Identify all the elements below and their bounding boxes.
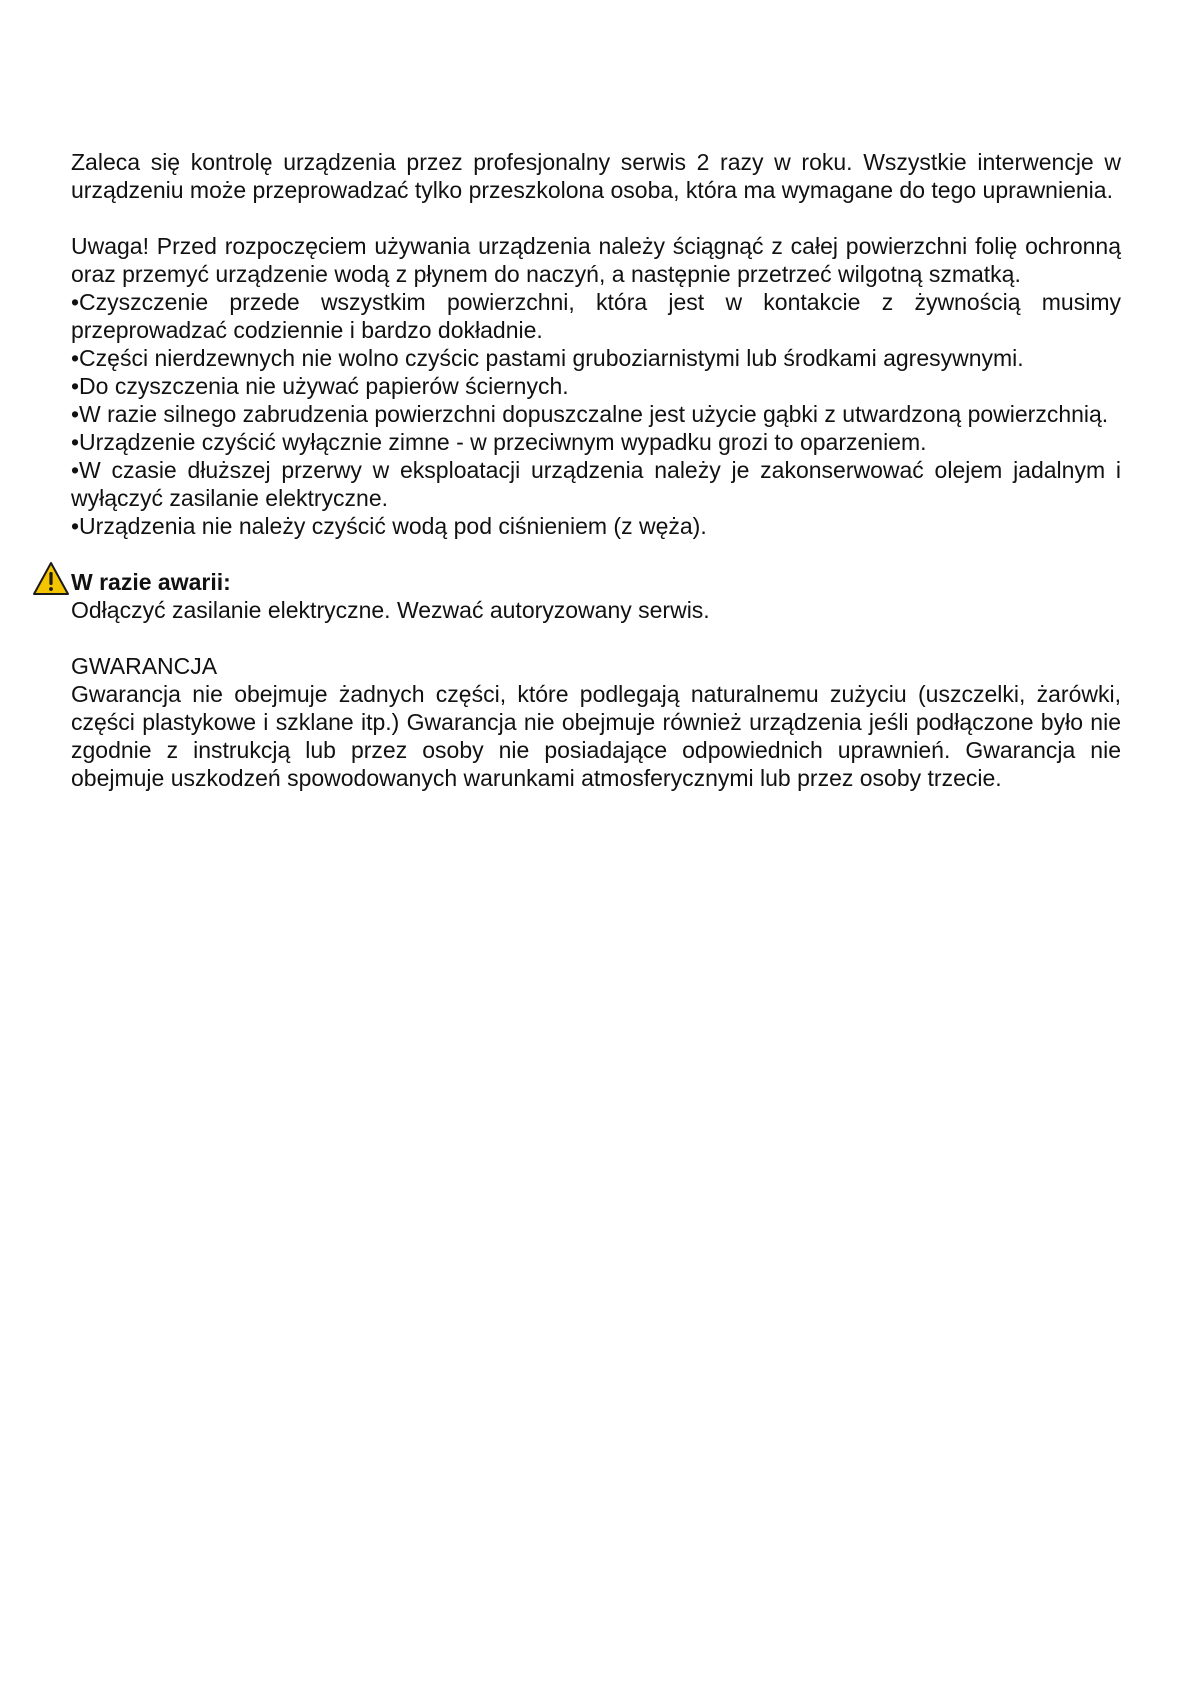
list-item: •Urządzenia nie należy czyścić wodą pod ciśnieniem (z węża).	[71, 513, 707, 539]
list-item: •W czasie dłuższej przerwy w eksploatacji urządzenia należy je zakonserwować olejem jadalnym i wyłączyć zasilanie elektryczne.	[71, 457, 1121, 511]
list-item: •Części nierdzewnych nie wolno czyścic pastami gruboziarnistymi lub środkami agresywnymi.	[71, 345, 1024, 371]
failure-section	[71, 568, 1121, 624]
notice-paragraph: Uwaga! Przed rozpoczęciem używania urządzenia należy ściągnąć z całej powierzchni folię ochronną oraz przemyć urządzenie wodą z płynem do naczyń, a następnie przetrzeć wilgotną szmatką.	[71, 233, 1121, 287]
intro-paragraph: Zaleca się kontrolę urządzenia przez profesjonalny serwis 2 razy w roku. Wszystkie interwencje w urządzeniu może przeprowadzać tylko przeszkolona osoba, która ma wymagane do tego uprawnienia.	[71, 149, 1121, 203]
warranty-text: Gwarancja nie obejmuje żadnych części, które podlegają naturalnemu zużyciu (uszczelki, żarówki, części plastykowe i szklane itp.) Gwarancja nie obejmuje również urządzenia jeśli podłączone było nie zgodnie z instrukcją lub przez osoby nie posiadające odpowiednich uprawnień. Gwarancja nie obejmuje uszkodzeń spowodowanych warunkami atmosferycznymi lub przez osoby trzecie.	[71, 681, 1121, 791]
warning-triangle-icon	[32, 561, 70, 597]
document-page	[71, 148, 1121, 792]
cleaning-list	[71, 288, 1121, 540]
list-item: •Urządzenie czyścić wyłącznie zimne - w przeciwnym wypadku grozi to oparzeniem.	[71, 429, 927, 455]
list-item: •Do czyszczenia nie używać papierów ściernych.	[71, 373, 569, 399]
failure-title: W razie awarii:	[71, 569, 231, 595]
failure-text: Odłączyć zasilanie elektryczne. Wezwać autoryzowany serwis.	[71, 597, 710, 623]
warranty-heading: GWARANCJA	[71, 653, 218, 679]
list-item: •Czyszczenie przede wszystkim powierzchni, która jest w kontakcie z żywnością musimy przeprowadzać codziennie i bardzo dokładnie.	[71, 289, 1121, 343]
warranty-section	[71, 652, 1121, 792]
list-item: •W razie silnego zabrudzenia powierzchni dopuszczalne jest użycie gąbki z utwardzoną powierzchnią.	[71, 401, 1109, 427]
